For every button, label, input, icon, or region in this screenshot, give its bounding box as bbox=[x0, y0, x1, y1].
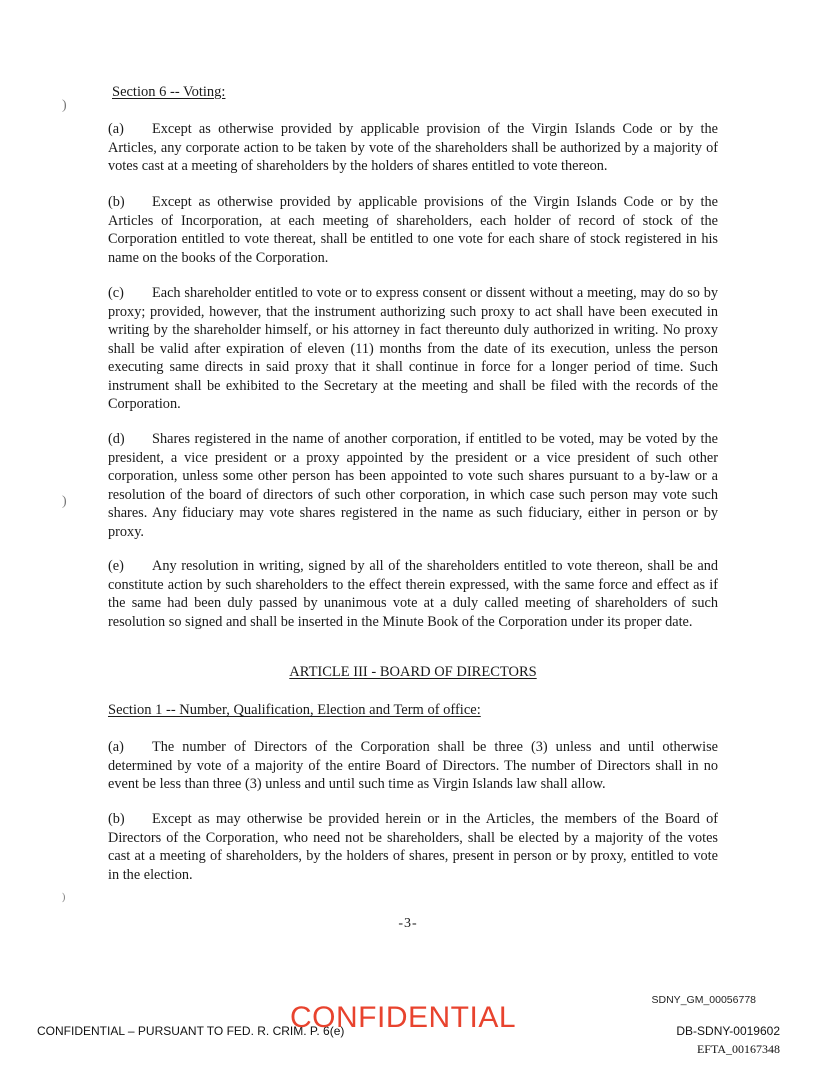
para-label: (a) bbox=[108, 121, 124, 137]
margin-mark: ) bbox=[62, 98, 67, 113]
section6-heading: Section 6 -- Voting: bbox=[112, 84, 226, 100]
para-text: Except as otherwise provided by applicable provision of the Virgin Islands Code or by the Articles, any corporate action to be taken by vote of the shareholders shall be authorized by a majority of votes cast at a meeting of shareholders by the holders of shares entitled to vote thereon. bbox=[108, 121, 718, 174]
article3-para-a bbox=[108, 738, 718, 794]
confidential-stamp: CONFIDENTIAL bbox=[290, 1001, 517, 1034]
para-text: The number of Directors of the Corporation shall be three (3) unless and until otherwise determined by vote of a majority of the entire Board of Directors. The number of Directors shall in no event be less than three (3) unless and until such time as Virgin Islands law shall allow. bbox=[108, 739, 718, 792]
document-id: DB-SDNY-0019602 bbox=[676, 1024, 780, 1038]
efta-number: EFTA_00167348 bbox=[696, 1042, 780, 1056]
article3-section1-heading: Section 1 -- Number, Qualification, Election and Term of office: bbox=[108, 702, 481, 718]
para-label: (c) bbox=[108, 285, 124, 301]
para-text: Each shareholder entitled to vote or to express consent or dissent without a meeting, may do so by proxy; provided, however, that the instrument authorizing such proxy to act shall have been executed in writing by the shareholder himself, or his attorney in fact thereunto duly authorized in writing. No proxy shall be valid after expiration of eleven (11) months from the date of its execution, unless the person executing same directs in said proxy that it shall continue in force for a longer period of time. Such instrument shall be exhibited to the Secretary at the meeting and shall be filed with the records of the Corporation. bbox=[108, 285, 718, 412]
confidential-notice: CONFIDENTIAL – PURSUANT TO FED. R. CRIM. P. 6(e) bbox=[37, 1024, 345, 1038]
para-label: (a) bbox=[108, 739, 124, 755]
para-label: (e) bbox=[108, 558, 124, 574]
section6-para-e bbox=[108, 557, 718, 631]
para-label: (b) bbox=[108, 194, 125, 210]
section6-para-c bbox=[108, 284, 718, 414]
page-number: -3- bbox=[398, 916, 418, 931]
bates-number: SDNY_GM_00056778 bbox=[651, 994, 756, 1006]
section6-para-d bbox=[108, 430, 718, 541]
para-text: Any resolution in writing, signed by all of the shareholders entitled to vote thereon, shall be and constitute action by such shareholders to the effect therein expressed, with the same force and effect as if the same had been duly passed by unanimous vote at a duly called meeting of shareholders of such resolution so signed and shall be inserted in the Minute Book of the Corporation under its proper date. bbox=[108, 558, 718, 630]
article3-para-b bbox=[108, 810, 718, 884]
para-text: Except as may otherwise be provided herein or in the Articles, the members of the Board of Directors of the Corporation, who need not be shareholders, shall be elected by a majority of the votes cast at a meeting of shareholders, by the holders of shares, present in person or by proxy, entitled to vote in the election. bbox=[108, 811, 718, 883]
para-text: Shares registered in the name of another corporation, if entitled to be voted, may be voted by the president, a vice president or a proxy appointed by the president or a vice president of such other corporation, unless some other person has been appointed to vote such shares pursuant to a by-law or a resolution of the board of directors of such other corporation, in which case such person may vote such shares. Any fiduciary may vote shares registered in the name as such fiduciary, either in person or by proxy. bbox=[108, 431, 718, 540]
article3-heading: ARTICLE III - BOARD OF DIRECTORS bbox=[289, 664, 537, 680]
margin-mark: ) bbox=[62, 892, 66, 903]
para-text: Except as otherwise provided by applicable provisions of the Virgin Islands Code or by the Articles of Incorporation, at each meeting of shareholders, each holder of record of stock of the Corporation entitled to vote thereat, shall be entitled to one vote for each share of stock registered in his name on the books of the Corporation. bbox=[108, 194, 718, 266]
para-label: (d) bbox=[108, 431, 125, 447]
section6-para-b bbox=[108, 193, 718, 267]
section6-para-a bbox=[108, 120, 718, 176]
para-label: (b) bbox=[108, 811, 125, 827]
margin-mark: ) bbox=[62, 494, 67, 509]
